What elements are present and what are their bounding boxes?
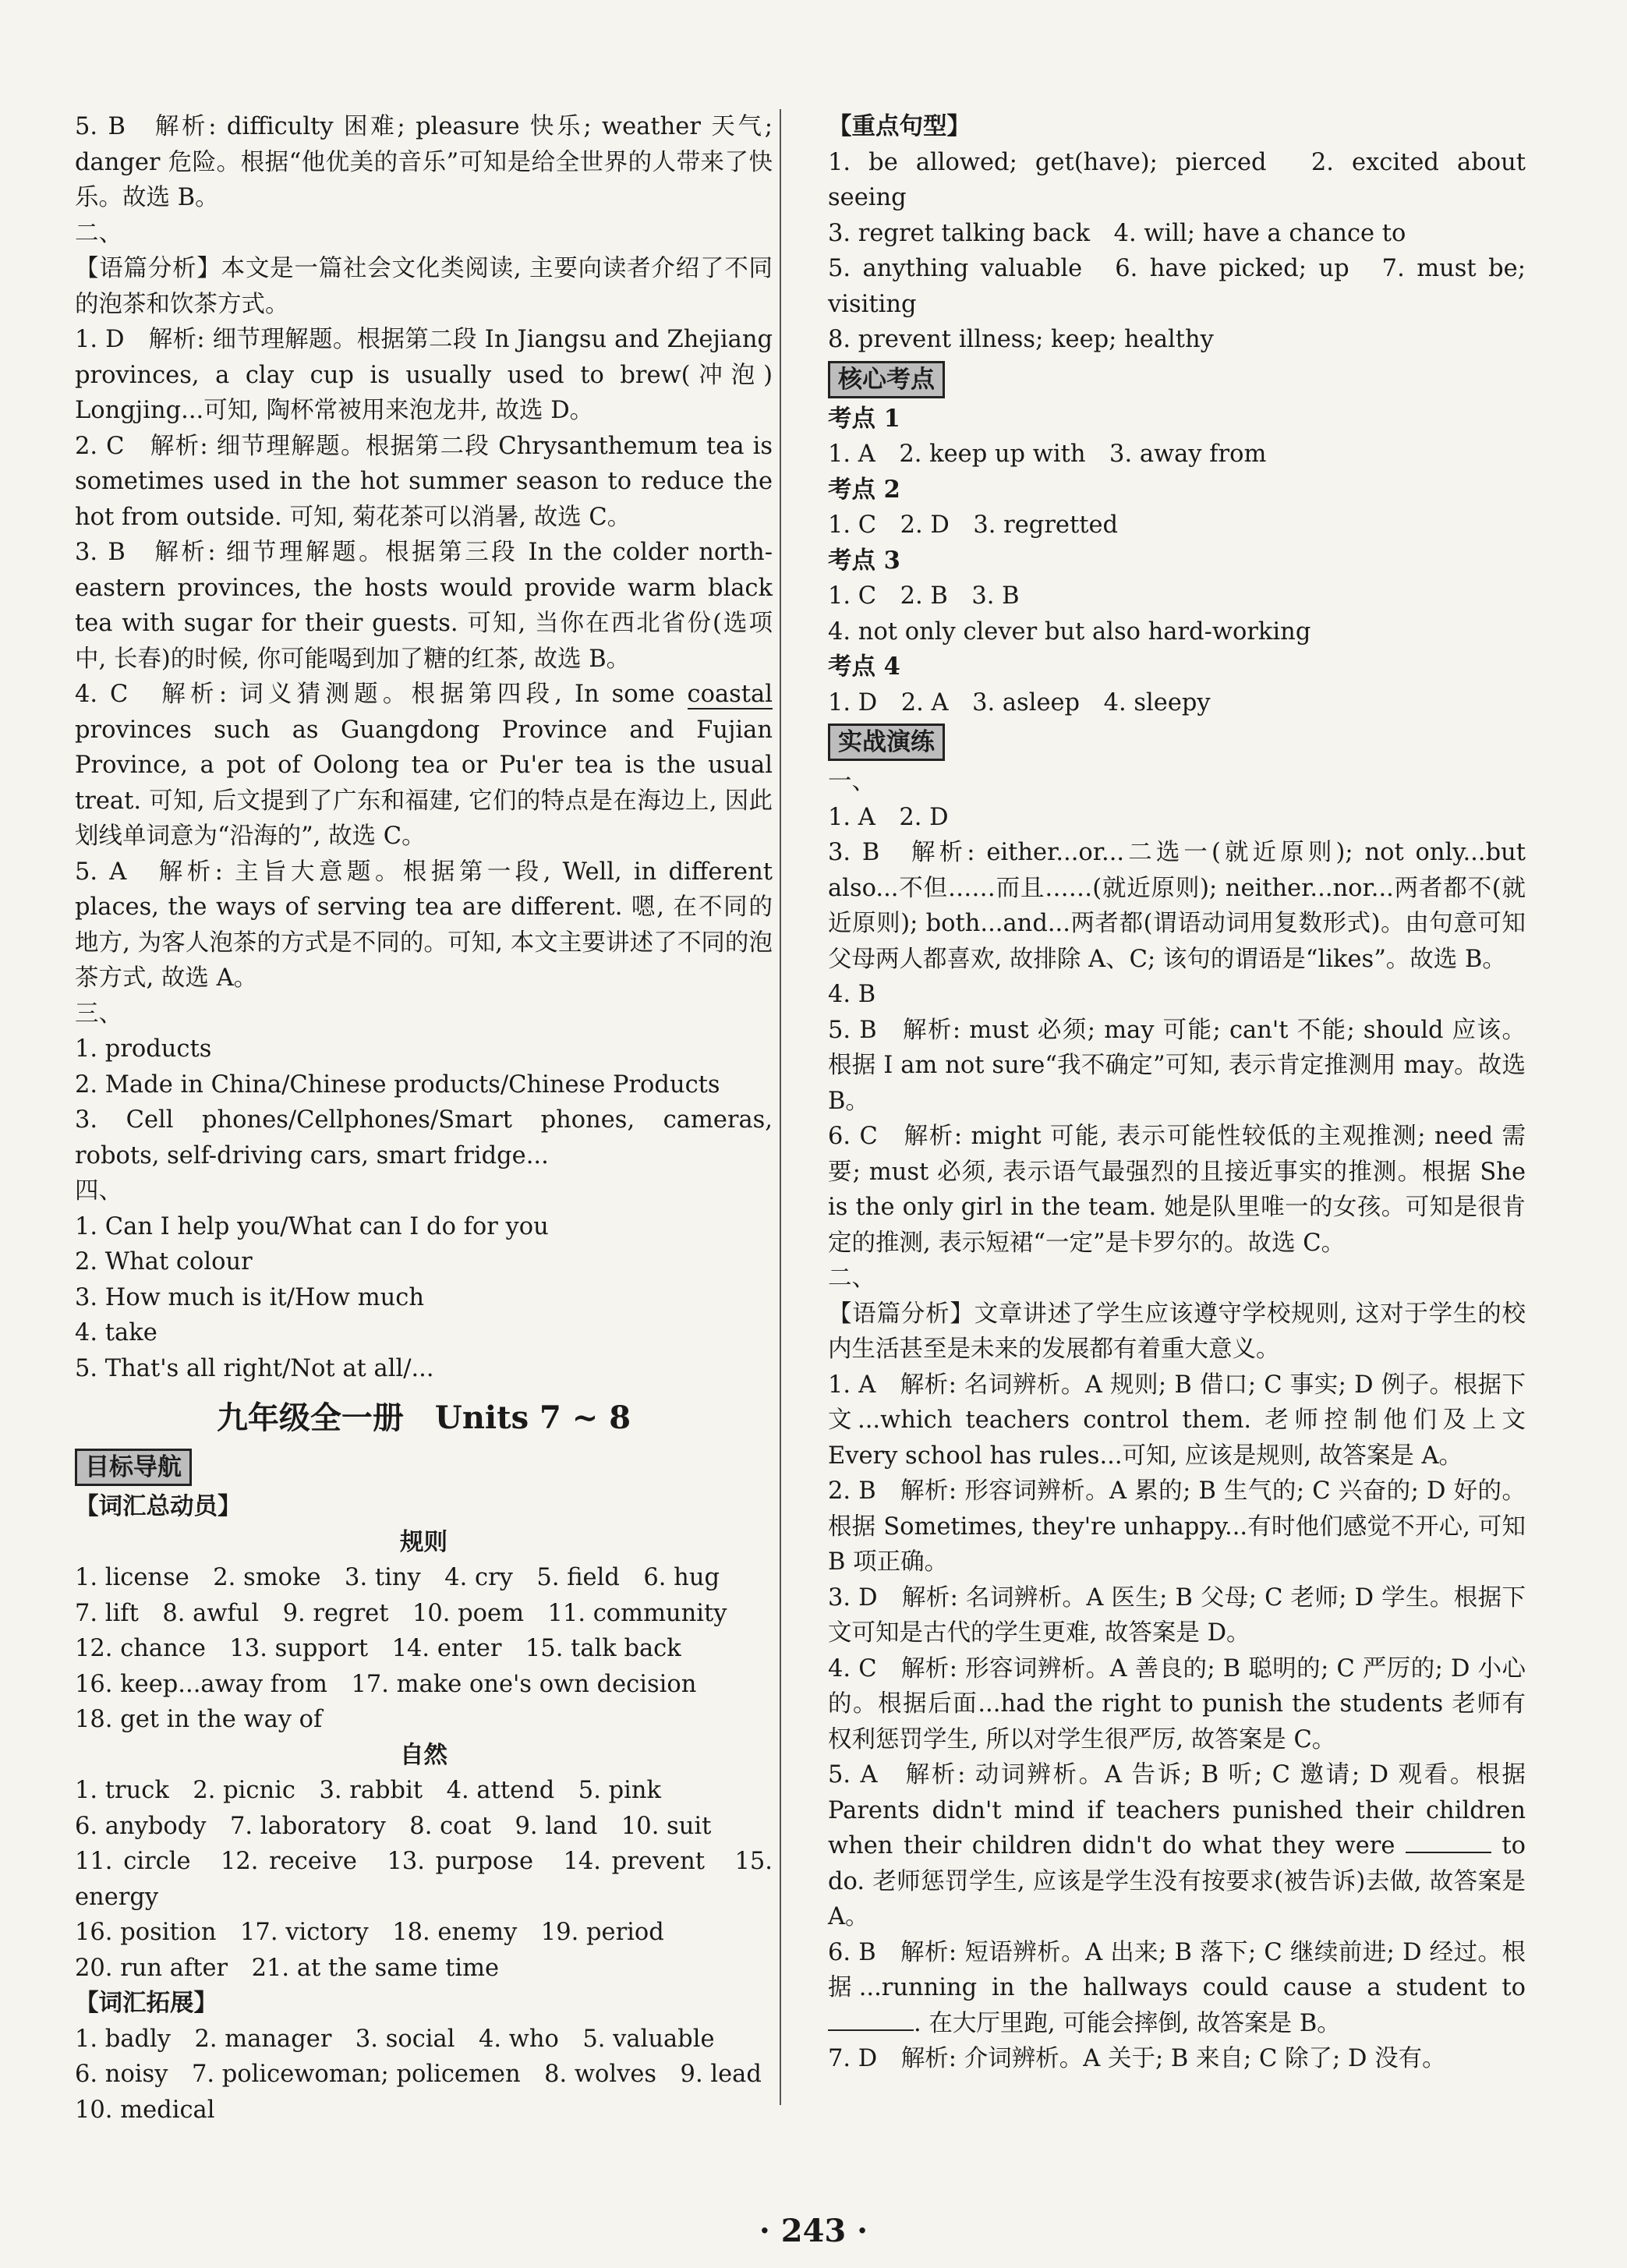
nature-line-5: 20. run after 21. at the same time — [75, 1954, 500, 1982]
cloze-answer-4: 4. C 解析: 形容词辨析。A 善良的; B 聪明的; C 严厉的; D 小心的。根据后面...had the right to punish the students 老师有权利惩罚学生, 所以对学生很严厉, 故答案是 C。 — [828, 1654, 1526, 1753]
nature-line-2: 6. anybody 7. laboratory 8. coat 9. land 10. suit — [75, 1812, 712, 1840]
subheading-nature: 自然 — [400, 1740, 447, 1769]
cloze-answer-1: 1. A 解析: 名词辨析。A 规则; B 借口; C 事实; D 例子。根据下文...which teachers control them. 老师控制他们及上文 Every school has rules...可知, 应该是规则, 故答案是 A。 — [828, 1371, 1526, 1470]
s4-answer-1: 1. Can I help you/What can I do for you — [75, 1212, 549, 1240]
point-4-title: 考点 4 — [828, 653, 900, 681]
reading-answer-4 — [75, 677, 773, 854]
s4-answer-3: 3. How much is it/How much — [75, 1283, 424, 1311]
right-column — [828, 109, 1526, 2077]
practice-answer-5: 5. B 解析: must 必须; may 可能; can't 不能; should 应该。根据 I am not sure“我不确定”可知, 表示肯定推测用 may。故选 B。 — [828, 1016, 1526, 1115]
practice-section-1: 一、 — [828, 768, 875, 795]
point-2-title: 考点 2 — [828, 475, 900, 504]
cloze-answer-5 — [828, 1757, 1526, 1935]
reading-answer-4-post: provinces such as Guangdong Province and Fujian Province, a pot of Oolong tea or Pu'er tea is the usual treat. 可知, 后文提到了广东和福建, 它们的特点是在海边上, 因此划线单词意为“沿海的”, 故选 C。 — [75, 716, 773, 850]
s3-answer-1: 1. products — [75, 1035, 212, 1063]
nature-line-3: 11. circle 12. receive 13. purpose 14. prevent 15. energy — [75, 1848, 773, 1911]
cloze-answer-7: 7. D 解析: 介词辨析。A 关于; B 来自; C 除了; D 没有。 — [828, 2045, 1446, 2072]
vocab-line-4: 16. keep...away from 17. make one's own decision — [75, 1670, 697, 1698]
s4-answer-5: 5. That's all right/Not at all/... — [75, 1354, 434, 1382]
left-column — [75, 109, 773, 2128]
expand-title: 【词汇拓展】 — [75, 1989, 218, 2017]
practice-section-2: 二、 — [828, 1265, 875, 1292]
vocab-line-1: 1. license 2. smoke 3. tiny 4. cry 5. field 6. hug — [75, 1564, 720, 1591]
reading-answer-2: 2. C 解析: 细节理解题。根据第二段 Chrysanthemum tea is sometimes used in the hot summer season to reduce the hot from outside. 可知, 菊花茶可以消暑, 故选 C。 — [75, 432, 773, 531]
expand-line-2: 6. noisy 7. policewoman; policemen 8. wolves 9. lead — [75, 2061, 762, 2088]
s3-answer-3: 3. Cell phones/Cellphones/Smart phones, cameras, robots, self-driving cars, smart fridge... — [75, 1106, 773, 1169]
point-3-answers-b: 4. not only clever but also hard-working — [828, 617, 1311, 646]
practice-answer-1-2: 1. A 2. D — [828, 803, 949, 831]
nature-line-4: 16. position 17. victory 18. enemy 19. period — [75, 1919, 664, 1946]
point-1-answers: 1. A 2. keep up with 3. away from — [828, 441, 1267, 468]
section-2-heading: 二、 — [75, 219, 122, 247]
s4-answer-2: 2. What colour — [75, 1248, 253, 1276]
s4-answer-4: 4. take — [75, 1319, 157, 1346]
point-3-answers: 1. C 2. B 3. B — [828, 582, 1020, 610]
blank-line — [828, 2006, 914, 2031]
key-line-4: 8. prevent illness; keep; healthy — [828, 326, 1214, 353]
point-3-title: 考点 3 — [828, 546, 900, 575]
cloze-answer-6-pre: 6. B 解析: 短语辨析。A 出来; B 落下; C 继续前进; D 经过。根据...running in the hallways could cause a student to — [828, 1938, 1526, 2001]
target-nav-box: 目标导航 — [75, 1449, 192, 1486]
page-number: · 243 · — [759, 2213, 868, 2249]
vocab-line-2: 7. lift 8. awful 9. regret 10. poem 11. community — [75, 1599, 727, 1627]
section-4-heading: 四、 — [75, 1177, 122, 1205]
answer-q5-top: 5. B 解析: difficulty 困难; pleasure 快乐; weather 天气; danger 危险。根据“他优美的音乐”可知是给全世界的人带来了快乐。故选 B。 — [75, 113, 773, 211]
cloze-answer-6-post: . 在大厅里跑, 可能会摔倒, 故答案是 B。 — [914, 2009, 1341, 2037]
reading-answer-4-pre: 4. C 解析: 词义猜测题。根据第四段, In some — [75, 681, 688, 708]
subheading-rules: 规则 — [400, 1527, 447, 1556]
cloze-answer-5-post: to do. 老师惩罚学生, 应该是学生没有按要求(被告诉)去做, 故答案是 A。 — [828, 1832, 1526, 1930]
practice-answer-3: 3. B 解析: either...or...二选一(就近原则); not only...but also...不但……而且……(就近原则); neither...nor...两者都不(就近原则); both...and...两者都(谓语动词用复数形式)。由句意可知父母两人都喜欢, 故排除 A、C; 该句的谓语是“likes”。故选 B。 — [828, 839, 1526, 973]
cloze-answer-3: 3. D 解析: 名词辨析。A 医生; B 父母; C 老师; D 学生。根据下文可知是古代的学生更难, 故答案是 D。 — [828, 1583, 1526, 1647]
underlined-word: coastal — [687, 681, 773, 708]
point-4-answers: 1. D 2. A 3. asleep 4. sleepy — [828, 688, 1211, 716]
point-2-answers: 1. C 2. D 3. regretted — [828, 511, 1119, 539]
vocab-title: 【词汇总动员】 — [75, 1492, 242, 1520]
blank-line — [1406, 1828, 1491, 1853]
nature-line-1: 1. truck 2. picnic 3. rabbit 4. attend 5. pink — [75, 1777, 662, 1804]
key-line-2: 3. regret talking back 4. will; have a chance to — [828, 219, 1406, 247]
section-3-heading: 三、 — [75, 1000, 122, 1028]
key-line-1: 1. be allowed; get(have); pierced 2. excited about seeing — [828, 148, 1526, 211]
vocab-line-5: 18. get in the way of — [75, 1706, 323, 1733]
practice-box: 实战演练 — [828, 724, 945, 761]
core-points-box: 核心考点 — [828, 361, 945, 398]
reading-answer-1: 1. D 解析: 细节理解题。根据第二段 In Jiangsu and Zhejiang provinces, a clay cup is usually used to brew(冲泡) Longjing...可知, 陶杯常被用来泡龙井, 故选 D。 — [75, 326, 773, 424]
passage-analysis: 【语篇分析】本文是一篇社会文化类阅读, 主要向读者介绍了不同的泡茶和饮茶方式。 — [75, 255, 773, 318]
column-divider — [780, 109, 781, 2105]
cloze-answer-6 — [828, 1935, 1526, 2042]
reading-answer-5: 5. A 解析: 主旨大意题。根据第一段, Well, in different places, the ways of serving tea are different. 嗯, 在不同的地方, 为客人泡茶的方式是不同的。可知, 本文主要讲述了不同的泡茶方式, 故选 A。 — [75, 858, 773, 992]
point-1-title: 考点 1 — [828, 404, 900, 433]
expand-line-3: 10. medical — [75, 2096, 215, 2124]
s3-answer-2: 2. Made in China/Chinese products/Chinese Products — [75, 1070, 720, 1099]
expand-line-1: 1. badly 2. manager 3. social 4. who 5. valuable — [75, 2025, 715, 2053]
vocab-line-3: 12. chance 13. support 14. enter 15. talk back — [75, 1635, 681, 1662]
cloze-answer-2: 2. B 解析: 形容词辨析。A 累的; B 生气的; C 兴奋的; D 好的。根据 Sometimes, they're unhappy...有时他们感觉不开心, 可知 B 项正确。 — [828, 1477, 1526, 1576]
practice-answer-4: 4. B — [828, 981, 876, 1008]
unit-title: 九年级全一册 Units 7 ~ 8 — [216, 1399, 631, 1436]
practice-answer-6: 6. C 解析: might 可能, 表示可能性较低的主观推测; need 需要; must 必须, 表示语气最强烈的且接近事实的推测。根据 She is the only girl in the team. 她是队里唯一的女孩。可知是很肯定的推测, 表示短裙“一定”是卡罗尔的。故选 C。 — [828, 1123, 1526, 1257]
reading-answer-3: 3. B 解析: 细节理解题。根据第三段 In the colder north-eastern provinces, the hosts would provide warm black tea with sugar for their guests. 可知, 当你在西北省份(选项中, 长春)的时候, 你可能喝到加了糖的红茶, 故选 B。 — [75, 539, 773, 673]
practice-passage-analysis: 【语篇分析】文章讲述了学生应该遵守学校规则, 这对于学生的校内生活甚至是未来的发展都有着重大意义。 — [828, 1300, 1526, 1363]
key-line-3: 5. anything valuable 6. have picked; up 7. must be; visiting — [828, 255, 1526, 318]
key-sentences-title: 【重点句型】 — [828, 112, 971, 140]
cloze-answer-5-pre: 5. A 解析: 动词辨析。A 告诉; B 听; C 邀请; D 观看。根据 Parents didn't mind if teachers punished their children when their children didn't do what they were — [828, 1761, 1526, 1859]
